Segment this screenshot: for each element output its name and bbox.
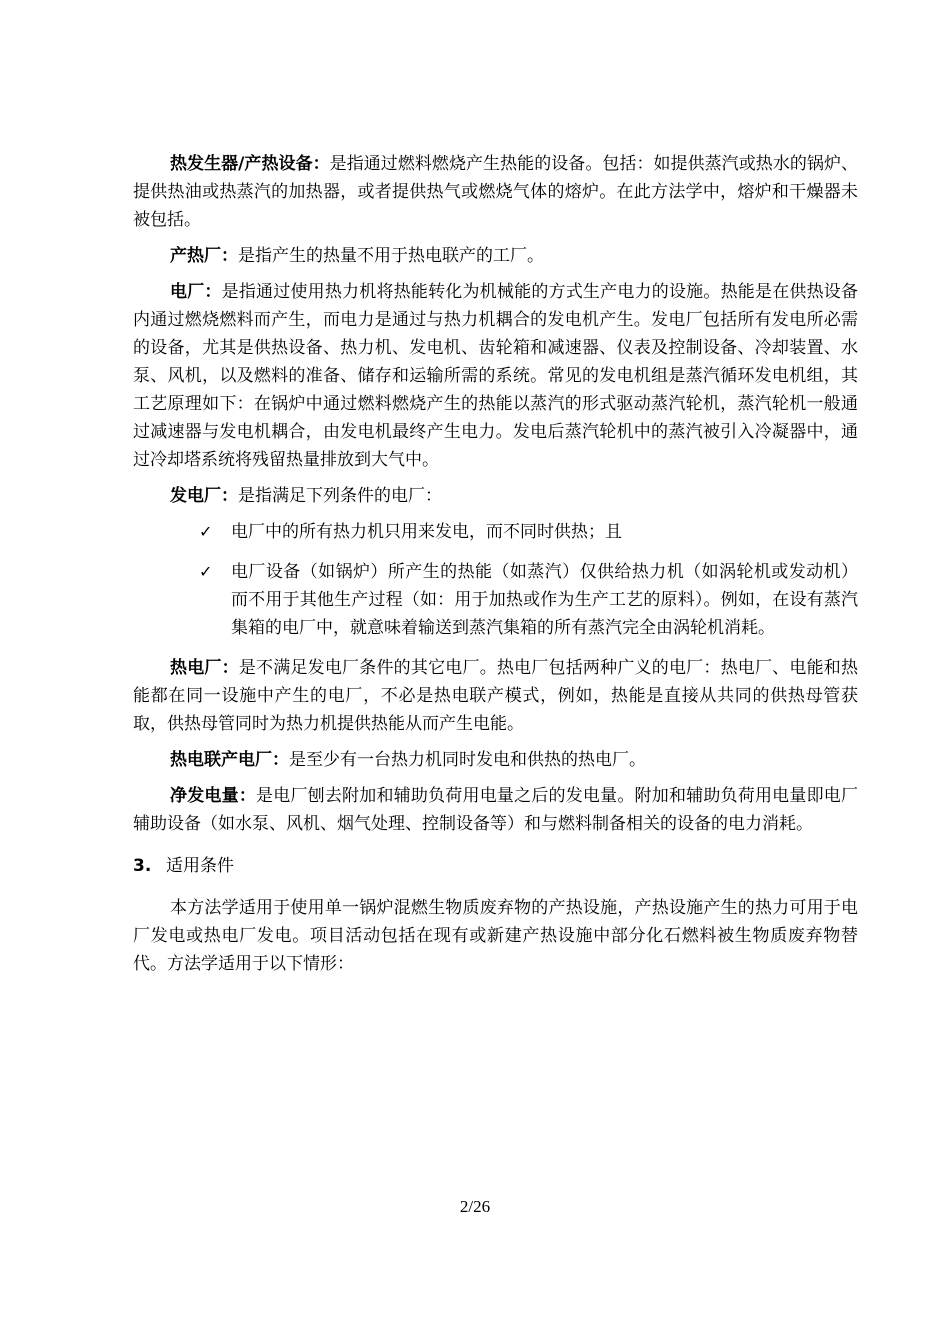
condition-item [133, 518, 858, 546]
definition-text: 是至少有一台热力机同时发电和供热的热电厂。 [289, 750, 646, 770]
term: 产热厂： [170, 246, 238, 266]
checkmark-icon: ✓ [199, 562, 213, 581]
definition-cogeneration-plant [133, 746, 858, 774]
definition-text: 是指产生的热量不用于热电联产的工厂。 [238, 246, 544, 266]
condition-list [133, 518, 858, 642]
term: 电厂： [170, 282, 222, 302]
definition-thermal-plant [133, 654, 858, 738]
term: 发电厂： [170, 486, 238, 506]
term: 热电厂： [170, 658, 239, 678]
section-body: 本方法学适用于使用单一锅炉混燃生物质废弃物的产热设施，产热设施产生的热力可用于电厂发电或热电厂发电。项目活动包括在现有或新建产热设施中部分化石燃料被生物质废弃物替代。方法学适用于以下情形： [133, 898, 858, 974]
definition-net-generation [133, 782, 858, 838]
condition-text: 电厂中的所有热力机只用来发电，而不同时供热；且 [231, 522, 622, 542]
condition-text: 电厂设备（如锅炉）所产生的热能（如蒸汽）仅供给热力机（如涡轮机或发动机）而不用于其他生产过程（如：用于加热或作为生产工艺的原料）。例如，在设有蒸汽集箱的电厂中，就意味着输送到蒸汽集箱的所有蒸汽完全由涡轮机消耗。 [231, 562, 858, 638]
definition-heat-generator [133, 150, 858, 234]
condition-item [133, 558, 858, 642]
term: 热电联产电厂： [170, 750, 289, 770]
section-heading [133, 852, 858, 880]
page-number: 2/26 [459, 1197, 491, 1216]
definition-power-only-plant [133, 482, 858, 510]
definition-heat-plant [133, 242, 858, 270]
section-title: 适用条件 [166, 856, 234, 876]
definition-text: 是指满足下列条件的电厂： [238, 486, 442, 506]
document-page [133, 150, 858, 986]
definition-text: 是电厂刨去附加和辅助负荷用电量之后的发电量。附加和辅助负荷用电量即电厂辅助设备（如水泵、风机、烟气处理、控制设备等）和与燃料制备相关的设备的电力消耗。 [133, 786, 859, 834]
definition-text: 是不满足发电厂条件的其它电厂。热电厂包括两种广义的电厂：热电厂、电能和热能都在同一设施中产生的电厂，不必是热电联产模式，例如，热能是直接从共同的供热母管获取，供热母管同时为热力机提供热能从而产生电能。 [133, 658, 859, 734]
checkmark-icon: ✓ [199, 522, 213, 541]
term: 净发电量： [170, 786, 257, 806]
definition-text: 是指通过使用热力机将热能转化为机械能的方式生产电力的设施。热能是在供热设备内通过燃烧燃料而产生，而电力是通过与热力机耦合的发电机产生。发电厂包括所有发电所必需的设备，尤其是供热设备、热力机、发电机、齿轮箱和减速器、仪表及控制设备、冷却装置、水泵、风机，以及燃料的准备、储存和运输所需的系统。常见的发电机组是蒸汽循环发电机组，其工艺原理如下：在锅炉中通过燃料燃烧产生的热能以蒸汽的形式驱动蒸汽轮机，蒸汽轮机一般通过减速器与发电机耦合，由发电机最终产生电力。发电后蒸汽轮机中的蒸汽被引入冷凝器中，通过冷却塔系统将残留热量排放到大气中。 [133, 282, 859, 470]
section-number: 3. [133, 856, 152, 876]
definition-power-plant [133, 278, 858, 474]
term: 热发生器/产热设备： [170, 154, 330, 174]
definition-text: 是指通过燃料燃烧产生热能的设备。包括：如提供蒸汽或热水的锅炉、提供热油或热蒸汽的加热器，或者提供热气或燃烧气体的熔炉。在此方法学中，熔炉和干燥器未被包括。 [133, 154, 858, 230]
